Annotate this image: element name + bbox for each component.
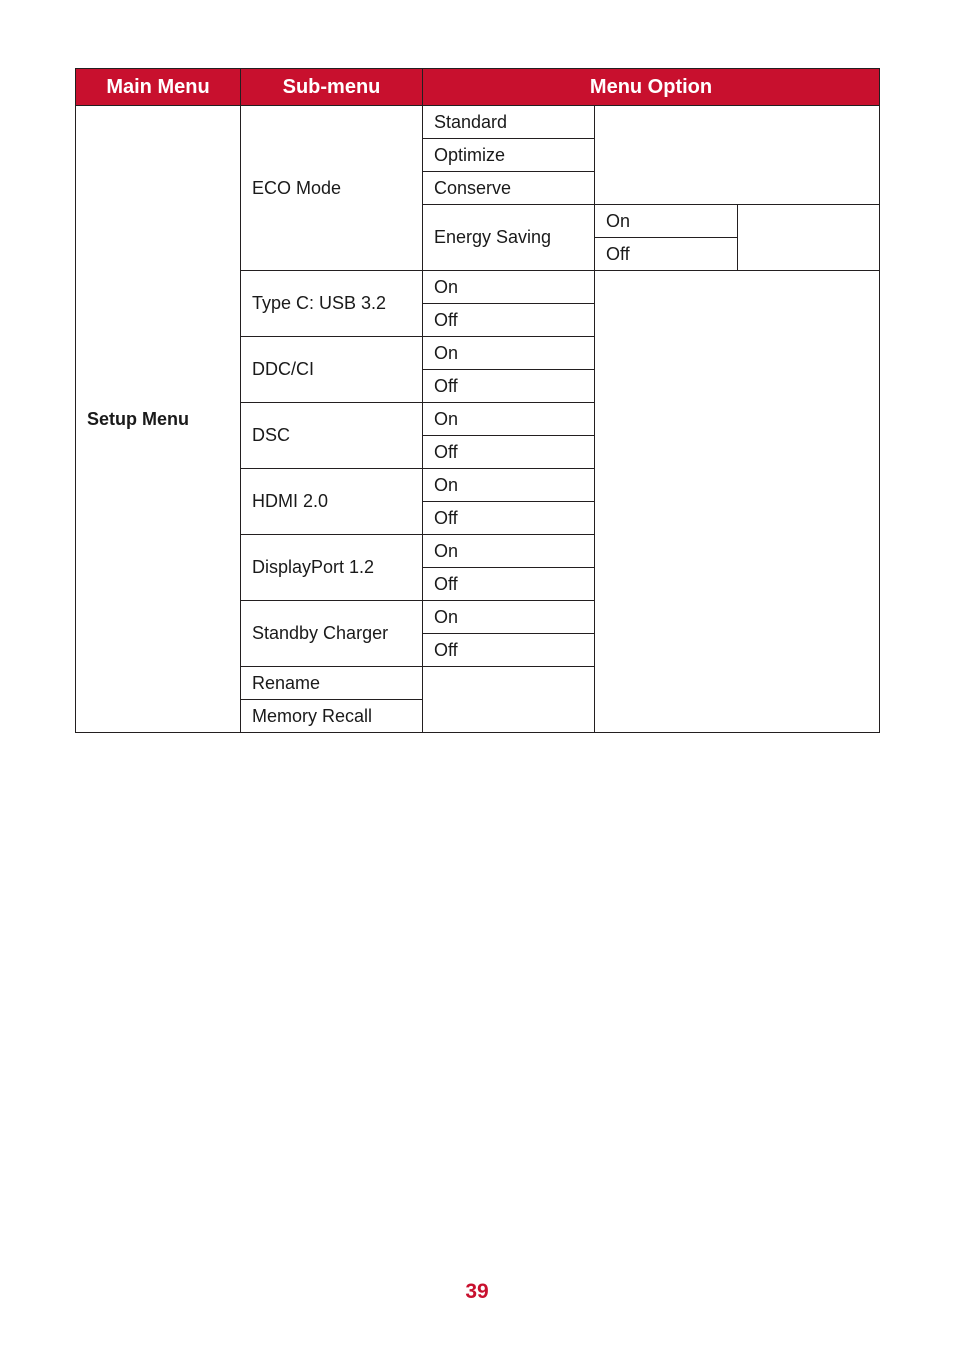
option-on: On <box>423 271 595 304</box>
setup-menu-table <box>75 68 880 733</box>
option-energy-saving: Energy Saving <box>423 205 595 271</box>
option-on: On <box>423 403 595 436</box>
page-number: 39 <box>465 1280 489 1303</box>
submenu-eco-mode: ECO Mode <box>241 106 423 271</box>
submenu-standby-charger: Standby Charger <box>241 601 423 667</box>
option-on: On <box>423 337 595 370</box>
table-row <box>76 106 880 139</box>
submenu-dsc: DSC <box>241 403 423 469</box>
option-on: On <box>423 469 595 502</box>
empty-cell <box>595 271 880 733</box>
option-off: Off <box>423 370 595 403</box>
energy-saving-off: Off <box>595 238 738 271</box>
header-sub-menu: Sub-menu <box>241 69 423 106</box>
option-off: Off <box>423 436 595 469</box>
option-conserve: Conserve <box>423 172 595 205</box>
option-optimize: Optimize <box>423 139 595 172</box>
option-on: On <box>423 535 595 568</box>
option-off: Off <box>423 568 595 601</box>
option-on: On <box>423 601 595 634</box>
option-standard: Standard <box>423 106 595 139</box>
option-off: Off <box>423 502 595 535</box>
submenu-ddc-ci: DDC/CI <box>241 337 423 403</box>
header-menu-option: Menu Option <box>423 69 880 106</box>
option-off: Off <box>423 304 595 337</box>
submenu-memory-recall: Memory Recall <box>241 700 423 733</box>
empty-cell <box>595 106 880 205</box>
main-menu-setup: Setup Menu <box>76 106 241 733</box>
table-header-row <box>76 69 880 106</box>
header-main-menu: Main Menu <box>76 69 241 106</box>
energy-saving-on: On <box>595 205 738 238</box>
empty-cell <box>423 667 595 733</box>
empty-cell <box>738 205 880 271</box>
submenu-hdmi: HDMI 2.0 <box>241 469 423 535</box>
submenu-rename: Rename <box>241 667 423 700</box>
submenu-displayport: DisplayPort 1.2 <box>241 535 423 601</box>
option-off: Off <box>423 634 595 667</box>
submenu-type-c: Type C: USB 3.2 <box>241 271 423 337</box>
